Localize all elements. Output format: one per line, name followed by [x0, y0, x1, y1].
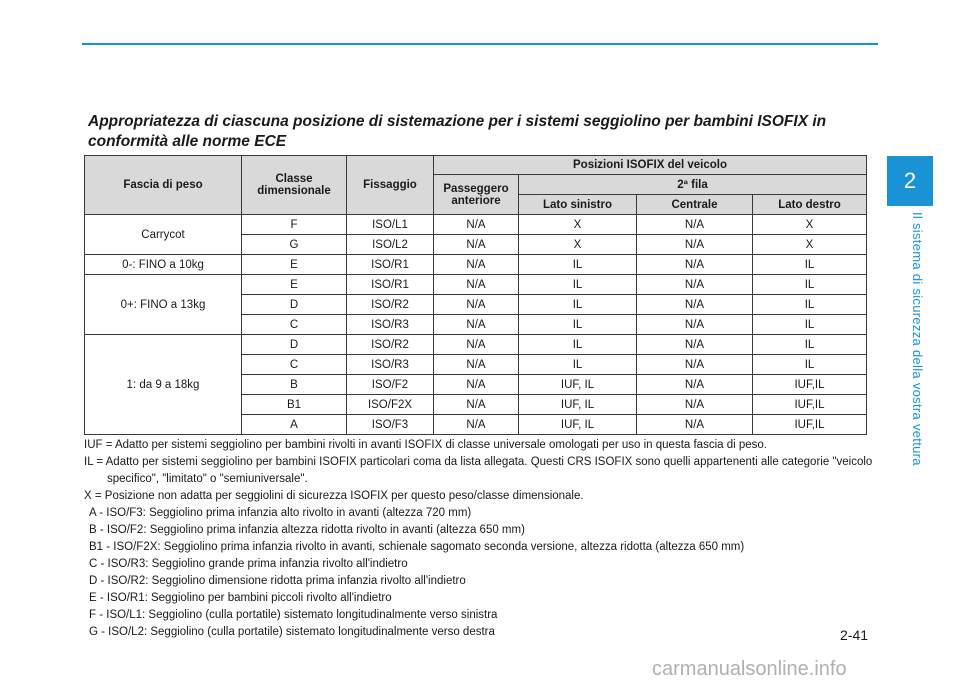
- table-cell: ISO/R3: [347, 355, 434, 375]
- header-class: Classe dimensionale: [242, 156, 347, 215]
- table-cell: N/A: [434, 255, 519, 275]
- table-cell: B: [242, 375, 347, 395]
- legend-item: F - ISO/L1: Seggiolino (culla portatile) sistemato longitudinalmente verso sinistra: [89, 609, 498, 621]
- table-cell: IL: [753, 295, 867, 315]
- table-cell: G: [242, 235, 347, 255]
- header-center: Centrale: [637, 195, 753, 215]
- weight-cell: 0+: FINO a 13kg: [85, 275, 242, 335]
- table-cell: N/A: [434, 215, 519, 235]
- table-cell: ISO/L2: [347, 235, 434, 255]
- table-cell: E: [242, 275, 347, 295]
- table-cell: IUF,IL: [753, 415, 867, 435]
- table-row: [85, 215, 867, 235]
- header-weight: Fascia di peso: [85, 156, 242, 215]
- table-cell: N/A: [434, 315, 519, 335]
- note-iuf: IUF = Adatto per sistemi seggiolino per bambini rivolti in avanti ISOFIX di classe universale omologati per uso in questa fascia di peso.: [84, 439, 767, 451]
- table-cell: ISO/F2X: [347, 395, 434, 415]
- table-cell: E: [242, 255, 347, 275]
- note-il: IL = Adatto per sistemi seggiolino per bambini ISOFIX particolari coma da lista allegata. Questi CRS ISOFIX sono quelli appartenenti alle categorie "veicolo specifico", "limitato" o "semiuniversale".: [84, 456, 873, 485]
- legend-item: D - ISO/R2: Seggiolino dimensione ridotta prima infanzia rivolto all'indietro: [89, 575, 466, 587]
- table-cell: IL: [519, 335, 637, 355]
- table-cell: IL: [519, 315, 637, 335]
- table-cell: IUF,IL: [753, 395, 867, 415]
- table-cell: IL: [753, 275, 867, 295]
- table-cell: N/A: [637, 275, 753, 295]
- table-cell: ISO/R2: [347, 335, 434, 355]
- table-cell: B1: [242, 395, 347, 415]
- table-cell: ISO/F2: [347, 375, 434, 395]
- weight-cell: 1: da 9 a 18kg: [85, 335, 242, 435]
- legend-item: E - ISO/R1: Seggiolino per bambini piccoli rivolto all'indietro: [89, 592, 392, 604]
- table-cell: X: [753, 215, 867, 235]
- header-right: Lato destro: [753, 195, 867, 215]
- table-cell: ISO/R3: [347, 315, 434, 335]
- table-cell: IUF, IL: [519, 375, 637, 395]
- table-cell: N/A: [637, 315, 753, 335]
- legend-item: C - ISO/R3: Seggiolino grande prima infanzia rivolto all'indietro: [89, 558, 408, 570]
- isofix-table: [84, 155, 867, 435]
- table-row: [85, 335, 867, 355]
- table-row: [85, 255, 867, 275]
- table-cell: IL: [753, 335, 867, 355]
- table-cell: ISO/L1: [347, 215, 434, 235]
- weight-cell: Carrycot: [85, 215, 242, 255]
- legend-item: G - ISO/L2: Seggiolino (culla portatile) sistemato longitudinalmente verso destra: [89, 626, 495, 638]
- table-cell: D: [242, 295, 347, 315]
- table-cell: N/A: [434, 335, 519, 355]
- chapter-label: Il sistema di sicurezza della vostra vettura: [910, 212, 925, 466]
- top-rule: [82, 43, 878, 45]
- table-cell: IUF,IL: [753, 375, 867, 395]
- table-cell: N/A: [434, 375, 519, 395]
- table-cell: D: [242, 335, 347, 355]
- header-left: Lato sinistro: [519, 195, 637, 215]
- table-cell: C: [242, 315, 347, 335]
- table-cell: N/A: [434, 355, 519, 375]
- table-cell: ISO/R1: [347, 255, 434, 275]
- legend-item: B - ISO/F2: Seggiolino prima infanzia altezza ridotta rivolto in avanti (altezza 650 mm): [89, 524, 525, 536]
- page-title: Appropriatezza di ciascuna posizione di sistemazione per i sistemi seggiolino per bambini ISOFIX in conformità alle norme ECE: [88, 113, 827, 150]
- table-cell: IL: [753, 255, 867, 275]
- table-cell: IL: [519, 295, 637, 315]
- header-row2: 2ª fila: [519, 175, 867, 195]
- weight-cell: 0-: FINO a 10kg: [85, 255, 242, 275]
- header-fix: Fissaggio: [347, 156, 434, 215]
- table-cell: IL: [519, 275, 637, 295]
- table-cell: N/A: [434, 295, 519, 315]
- table-cell: N/A: [637, 255, 753, 275]
- table-cell: N/A: [637, 415, 753, 435]
- table-cell: ISO/R2: [347, 295, 434, 315]
- table-row: [85, 275, 867, 295]
- table-body: [85, 215, 867, 435]
- note-x: X = Posizione non adatta per seggiolini di sicurezza ISOFIX per questo peso/classe dimensionale.: [84, 490, 584, 502]
- table-cell: X: [519, 215, 637, 235]
- table-cell: A: [242, 415, 347, 435]
- table-cell: N/A: [637, 355, 753, 375]
- page-number: 2-41: [840, 627, 869, 643]
- table-cell: ISO/R1: [347, 275, 434, 295]
- legend-list: [84, 505, 884, 641]
- table-cell: N/A: [637, 295, 753, 315]
- table-cell: N/A: [434, 275, 519, 295]
- table-cell: X: [753, 235, 867, 255]
- table-cell: IL: [753, 315, 867, 335]
- table-cell: N/A: [434, 415, 519, 435]
- header-front: Passeggero anteriore: [434, 175, 519, 215]
- table-cell: N/A: [637, 235, 753, 255]
- table-cell: N/A: [434, 395, 519, 415]
- chapter-tab[interactable]: 2: [887, 156, 933, 206]
- table-cell: N/A: [637, 375, 753, 395]
- legend-item: A - ISO/F3: Seggiolino prima infanzia alto rivolto in avanti (altezza 720 mm): [89, 507, 472, 519]
- legend-item: B1 - ISO/F2X: Seggiolino prima infanzia rivolto in avanti, schienale sagomato seconda versione, altezza ridotta (altezza 650 mm): [89, 541, 745, 553]
- watermark: carmanualsonline.info: [652, 658, 847, 680]
- table-cell: N/A: [637, 395, 753, 415]
- table-cell: F: [242, 215, 347, 235]
- table-cell: N/A: [637, 335, 753, 355]
- table-cell: IL: [519, 255, 637, 275]
- table-cell: IUF, IL: [519, 415, 637, 435]
- table-cell: C: [242, 355, 347, 375]
- table-cell: X: [519, 235, 637, 255]
- table-cell: N/A: [637, 215, 753, 235]
- table-cell: IL: [753, 355, 867, 375]
- table-cell: N/A: [434, 235, 519, 255]
- table-cell: IL: [519, 355, 637, 375]
- notes: [84, 437, 884, 641]
- table-cell: ISO/F3: [347, 415, 434, 435]
- table-cell: IUF, IL: [519, 395, 637, 415]
- header-positions: Posizioni ISOFIX del veicolo: [434, 156, 867, 175]
